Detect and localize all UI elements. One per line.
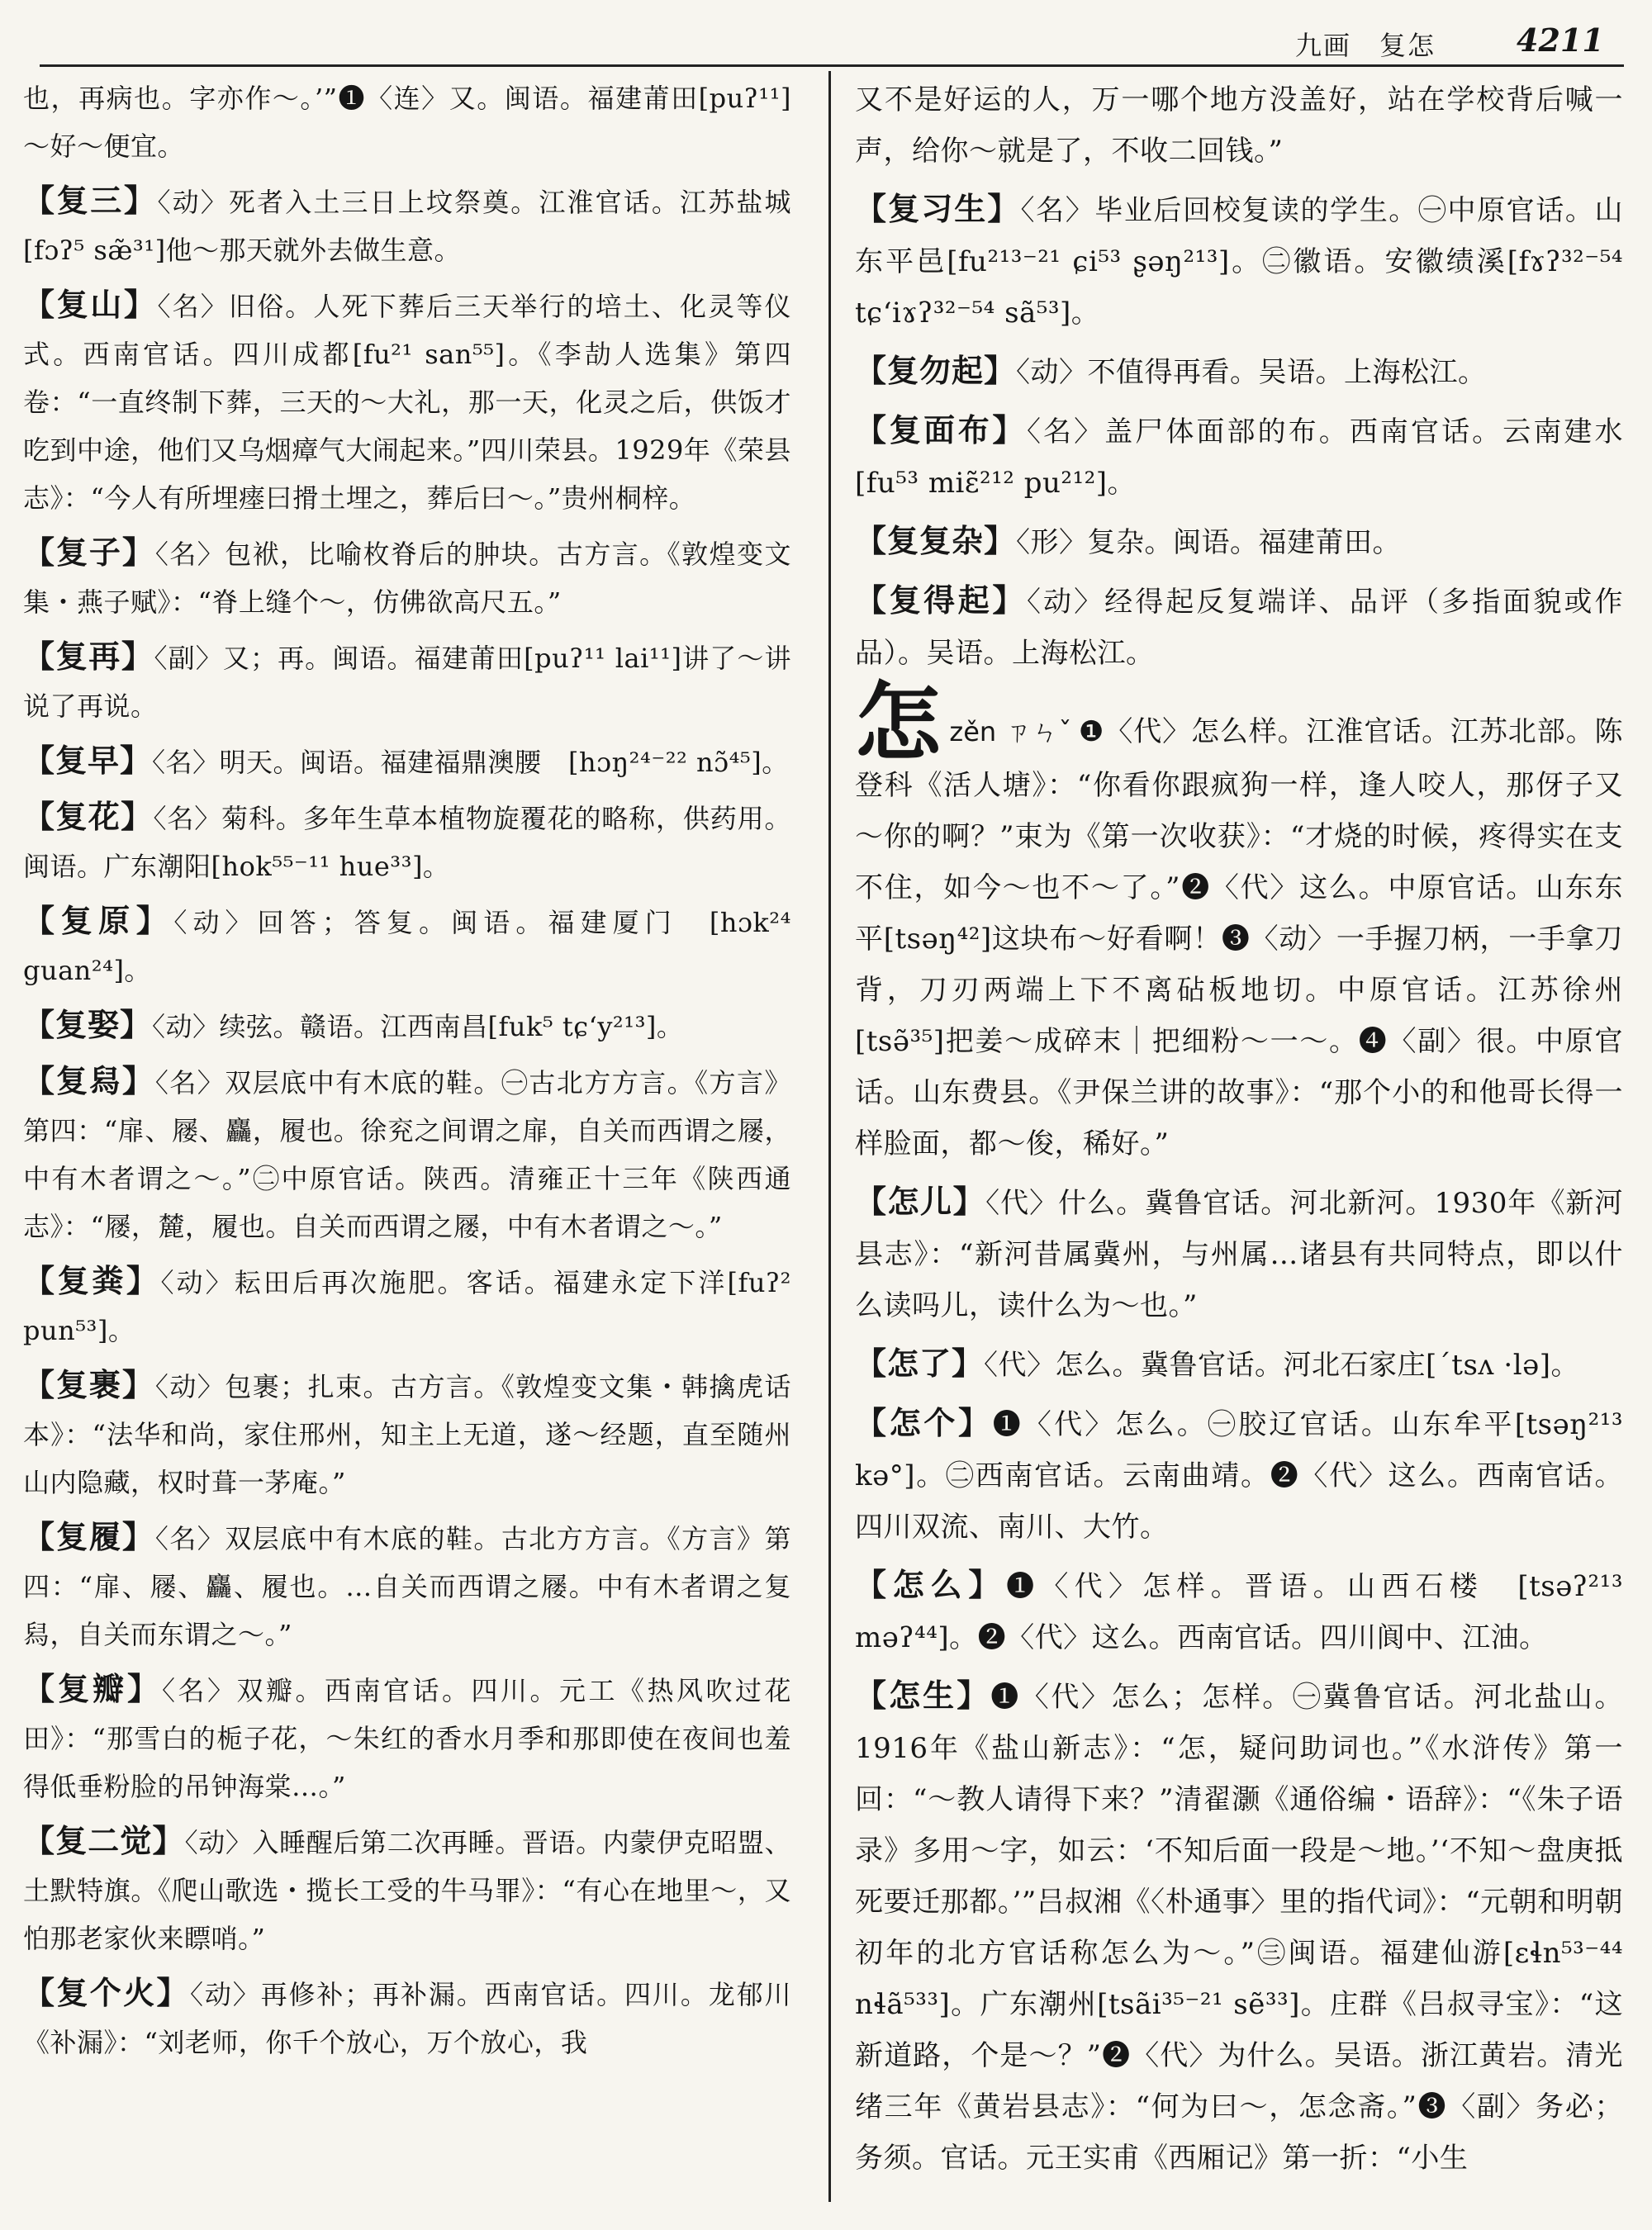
entry-definition: 〈动〉耘田后再次施肥。客话。福建永定下洋[fuʔ² pun⁵³]。: [23, 1267, 791, 1346]
entry-definition: 〈名〉双层底中有木底的鞋。㊀古北方方言。《方言》第四：“扉、屦、麤，履也。徐兖之间谓之扉，自关而西谓之屦，中有木者谓之～。”㊁中原官话。陕西。清雍正十三年《陕西通志》：“屦，麓，履也。自关而西谓之屦，中有木者谓之～。”: [23, 1067, 791, 1242]
entry-definition: ❶〈代〉怎么样。江淮官话。江苏北部。陈登科《活人塘》：“你看你跟疯狗一样，逢人咬人，那伢子又～你的啊？”束为《第一次收获》：“才烧的时候，疼得实在支不住，如今～也不～了。”❷〈代〉这么。中原官话。山东东平[tsəŋ⁴²]这块布～好看啊！❸〈动〉一手握刀柄，一手拿刀背，刀刃两端上下不离砧板地切。中原官话。江苏徐州[tsə̃³⁵]把姜～成碎末｜把细粉～一～。❹〈副〉很。中原官话。山东费县。《尹保兰讲的故事》：“那个小的和他哥长得一样脸面，都～俊，稀好。”: [855, 715, 1623, 1160]
dictionary-entry: [855, 515, 1623, 568]
dictionary-entry: [23, 281, 791, 522]
entry-headword: 【 复再 】: [23, 638, 154, 675]
entry-definition: 〈动〉不值得再看。吴语。上海松江。: [1016, 356, 1487, 389]
dictionary-entry: [855, 1559, 1623, 1663]
entry-definition: 〈动〉再修补；再补漏。西南官话。四川。龙郁川《补漏》：“刘老师，你千个放心，万个放心，我: [23, 1979, 791, 2058]
entry-headword: 【 复早 】: [23, 742, 152, 779]
entry-definition: 〈动〉入睡醒后第二次再睡。晋语。内蒙伊克昭盟、土默特旗。《爬山歌选・揽长工受的牛马罪》：“有心在地里～，又怕那老家伙来瞟哨。”: [23, 1827, 791, 1954]
entry-headword: 【 复三 】: [23, 182, 158, 219]
head-character: 怎: [855, 671, 942, 773]
entry-definition: 〈动〉经得起反复端详、品评（多指面貌或作品）。吴语。上海松江。: [855, 586, 1623, 670]
dictionary-entry: [855, 1176, 1623, 1331]
entry-headword: 【 怎了 】: [855, 1345, 984, 1382]
entry-definition: 〈名〉明天。闽语。福建福鼎澳腰 [hɔŋ²⁴⁻²² nɔ̃⁴⁵]。: [152, 747, 789, 778]
right-column: [855, 74, 1623, 2205]
entry-definition: 〈名〉双层底中有木底的鞋。古北方方言。《方言》第四：“扉、屦、麤、履也。…自关而西谓之屦。中有木者谓之复舄，自关而东谓之～。”: [23, 1523, 791, 1650]
dictionary-entry: [23, 633, 791, 730]
dictionary-entry: [23, 1001, 791, 1051]
dictionary-entry: [855, 183, 1623, 339]
entry-headword: 【 怎么 】: [855, 1566, 1006, 1603]
dictionary-entry: [855, 1397, 1623, 1553]
entry-definition: 〈形〉复杂。闽语。福建莆田。: [1016, 526, 1402, 559]
page-number: 4211: [1517, 21, 1604, 59]
entry-headword: 【 复面布 】: [855, 411, 1027, 448]
entry-headword: 【 复勿起 】: [855, 352, 1016, 389]
dictionary-entry: [23, 74, 791, 170]
entry-definition: 〈名〉旧俗。人死下葬后三天举行的培土、化灵等仪式。西南官话。四川成都[fu²¹ san⁵⁵]。《李劼人选集》第四卷：“一直终制下葬，三天的～大礼，那一天，化灵之后，供饭才吃到中途，他们又乌烟瘴气大闹起来。”四川荣县。1929年《荣县志》：“今人有所埋瘗曰搰土埋之，葬后曰～。”贵州桐梓。: [23, 291, 791, 514]
entry-headword: 【 复得起 】: [855, 581, 1027, 619]
entry-headword: 【 复瓣 】: [23, 1670, 162, 1707]
entry-headword: 【 复山 】: [23, 286, 158, 323]
dictionary-entry: [855, 1670, 1623, 2184]
entry-definition: 〈副〉又；再。闽语。福建莆田[puʔ¹¹ lai¹¹]讲了～讲说了再说。: [23, 643, 791, 722]
dictionary-entry: [23, 1057, 791, 1250]
dictionary-entry: [23, 1361, 791, 1506]
pinyin-reading: zěn ㄗㄣˇ: [949, 716, 1072, 747]
entry-headword: 【 怎个 】: [855, 1404, 993, 1441]
entry-headword: 【 复娶 】: [23, 1006, 152, 1043]
dictionary-entry: [23, 793, 791, 890]
dictionary-entry: [855, 1338, 1623, 1391]
dictionary-entry: [23, 1817, 791, 1962]
entry-headword: 【 复二觉 】: [23, 1822, 185, 1859]
column-divider: [828, 71, 831, 2202]
entry-definition: 〈动〉死者入土三日上坟祭奠。江淮官话。江苏盐城[fɔʔ⁵ sæ̃³¹]他～那天就外去做生意。: [23, 187, 791, 266]
entry-definition: 〈动〉回答；答复。闽语。福建厦门 [hɔk²⁴ guan²⁴]。: [23, 907, 791, 986]
entry-headword: 【 怎儿 】: [855, 1183, 985, 1220]
entry-headword: 【 复个火 】: [23, 1974, 190, 2011]
dictionary-entry: [23, 529, 791, 626]
entry-headword: 【 复原 】: [23, 902, 173, 939]
dictionary-entry: [855, 345, 1623, 398]
entry-headword: 【 复花 】: [23, 798, 154, 835]
entry-definition: 〈代〉什么。冀鲁官话。河北新河。1930年《新河县志》：“新河昔属冀州，与州属…诸县有共同特点，即以什么读吗儿，读什么为～也。”: [855, 1187, 1623, 1322]
dictionary-entry: [23, 1513, 791, 1658]
dictionary-entry: [855, 405, 1623, 509]
section-heading: 九画 复怎: [1295, 30, 1436, 61]
entry-headword: 【 复粪 】: [23, 1262, 160, 1299]
dictionary-entry: [855, 74, 1623, 177]
dictionary-entry: [23, 177, 791, 274]
header-rule: [40, 64, 1624, 67]
dictionary-entry: [23, 1257, 791, 1355]
character-entry: [855, 671, 1623, 1170]
entry-definition: 〈名〉菊科。多年生草本植物旋覆花的略称，供药用。闽语。广东潮阳[hok⁵⁵⁻¹¹ hue³³]。: [23, 803, 791, 882]
entry-headword: 【 复复杂 】: [855, 522, 1016, 559]
entry-headword: 【 复裹 】: [23, 1366, 155, 1403]
dictionary-entry: [23, 1969, 791, 2066]
entry-definition: 〈名〉盖尸体面部的布。西南官话。云南建水[fu⁵³ miɛ̃²¹² pu²¹²]。: [855, 415, 1623, 500]
page-header: [0, 18, 1652, 68]
left-column: [23, 74, 791, 2205]
entry-definition: 〈动〉续弦。赣语。江西南昌[fuk⁵ tɕʻy²¹³]。: [152, 1011, 684, 1042]
entry-definition: ❶〈代〉怎么；怎样。㊀冀鲁官话。河北盐山。1916年《盐山新志》：“怎，疑问助词也。”《水浒传》第一回：“～教人请得下来？”清翟灏《通俗编・语辞》：“《朱子语录》多用～字，如云：‘不知后面一段是～地。’‘不知～盘庚抵死要迁那都。’”吕叔湘《〈朴通事〉里的指代词》：“元朝和明朝初年的北方官话称怎么为～。”㊂闽语。福建仙游[ɛɬn⁵³⁻⁴⁴ nɬã⁵³³]。广东潮州[tsãi³⁵⁻²¹ sẽ³³]。庄群《吕叔寻宝》：“这新道路，个是～？”❷〈代〉为什么。吴语。浙江黄岩。清光绪三年《黄岩县志》：“何为曰～，怎念斋。”❸〈副〉务必；务须。官话。元王实甫《西厢记》第一折：“小生: [855, 1681, 1623, 2175]
entry-headword: 【 复履 】: [23, 1518, 155, 1555]
entry-headword: 【 复子 】: [23, 534, 155, 571]
entry-headword: 【 复习生 】: [855, 190, 1021, 227]
entry-definition: 也，再病也。字亦作～。’”❶〈连〉又。闽语。福建莆田[puʔ¹¹]～好～便宜。: [23, 83, 791, 162]
entry-headword: 【 复舄 】: [23, 1062, 155, 1099]
entry-definition: 〈动〉包裹；扎束。古方言。《敦煌变文集・韩擒虎话本》：“法华和尚，家住邢州，知主上无道，遂～经题，直至随州山内隐藏，权时葺一茅庵。”: [23, 1371, 791, 1498]
dictionary-entry: [855, 575, 1623, 679]
entry-definition: 〈代〉怎么。冀鲁官话。河北石家庄[ˊtsʌ ·lə]。: [984, 1349, 1580, 1382]
dictionary-entry: [23, 737, 791, 786]
dictionary-entry: [23, 897, 791, 994]
entry-definition: 又不是好运的人，万一哪个地方没盖好，站在学校背后喊一声，给你～就是了，不收二回钱。”: [855, 83, 1623, 168]
entry-definition: ❶〈代〉怎样。晋语。山西石楼 [tsəʔ²¹³ məʔ⁴⁴]。❷〈代〉这么。西南官话。四川阆中、江油。: [855, 1570, 1623, 1654]
entry-definition: 〈名〉双瓣。西南官话。四川。元工《热风吹过花田》：“那雪白的栀子花，～朱红的香水月季和那即使在夜间也羞得低垂粉脸的吊钟海棠…。”: [23, 1675, 791, 1802]
entry-definition: 〈名〉毕业后回校复读的学生。㊀中原官话。山东平邑[fu²¹³⁻²¹ ɕi⁵³ ʂəŋ²¹³]。㊁徽语。安徽绩溪[fɤʔ³²⁻⁵⁴ tɕʻiɤʔ³²⁻⁵⁴ sã⁵³]。: [855, 194, 1623, 330]
entry-definition: ❶〈代〉怎么。㊀胶辽官话。山东牟平[tsəŋ²¹³ kə°]。㊁西南官话。云南曲靖。❷〈代〉这么。西南官话。四川双流、南川、大竹。: [855, 1408, 1623, 1544]
dictionary-entry: [23, 1665, 791, 1810]
entry-definition: 〈名〉包袱，比喻枚脊后的肿块。古方言。《敦煌变文集・燕子赋》：“脊上缝个～，仿佛欲高尺五。”: [23, 539, 791, 618]
entry-headword: 【 怎生 】: [855, 1677, 990, 1714]
